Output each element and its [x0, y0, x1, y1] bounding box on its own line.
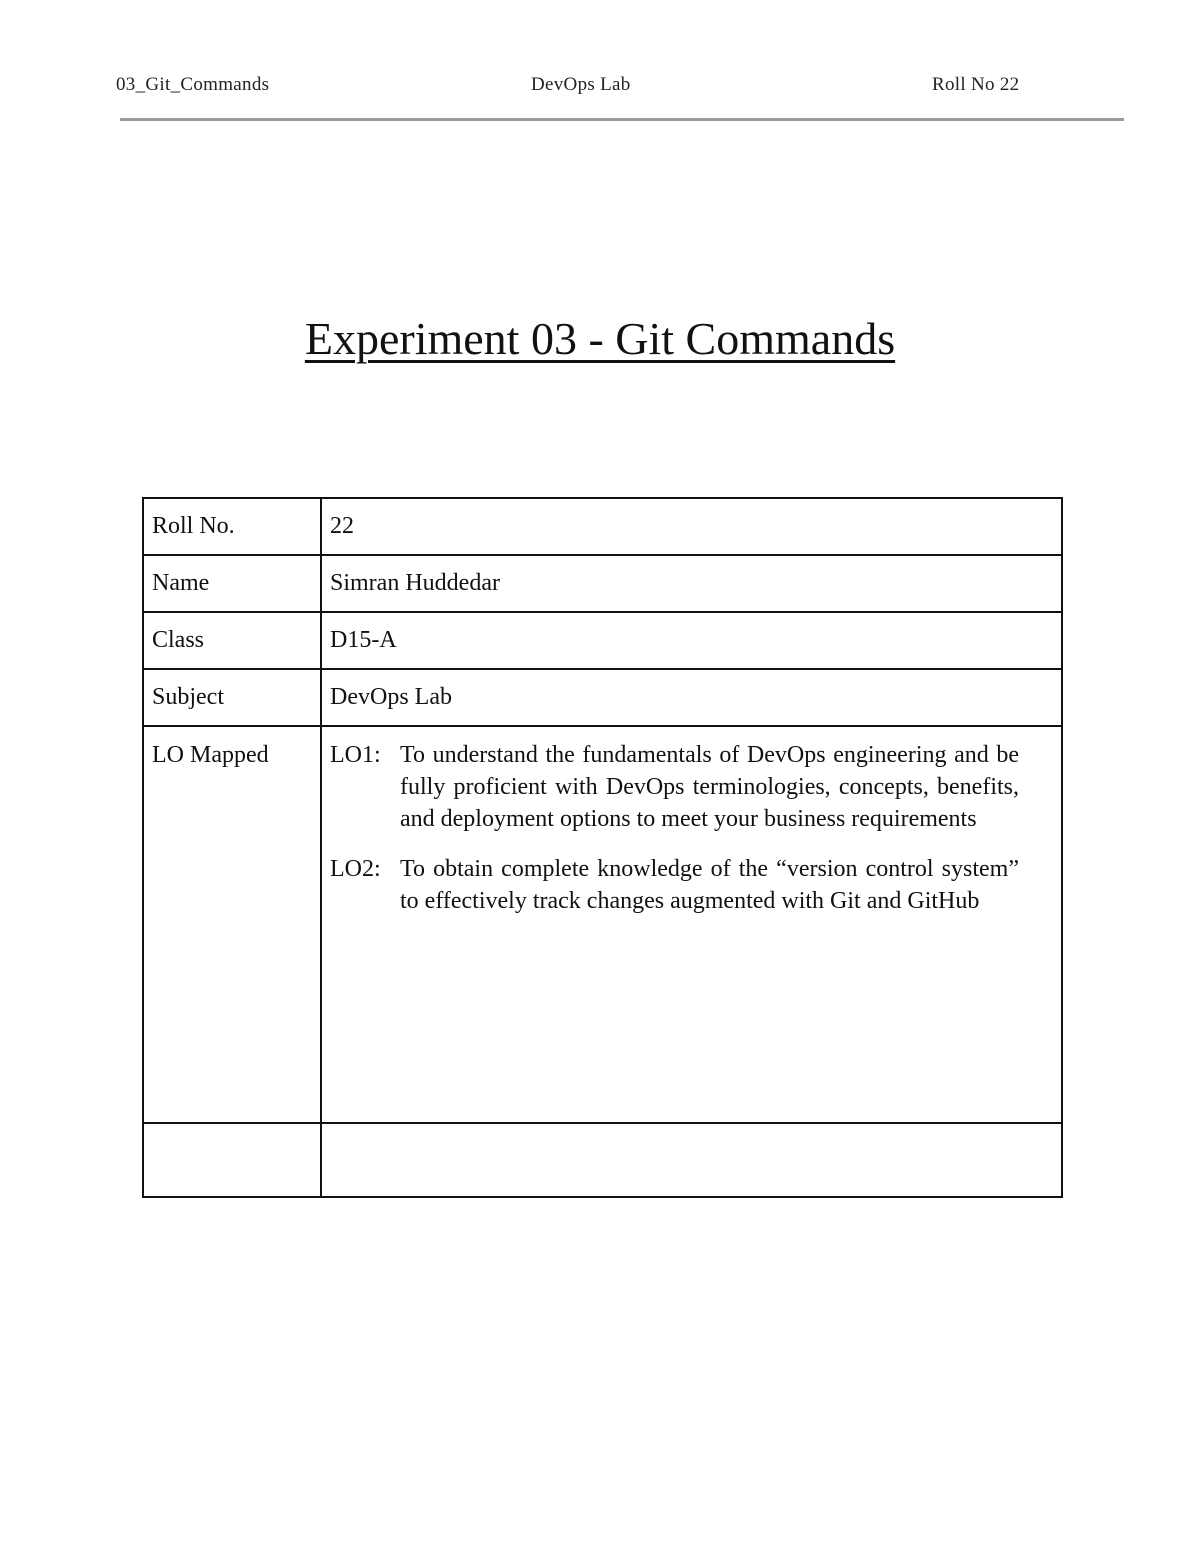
- lo2-text: To obtain complete knowledge of the “version control system” to effectively track changes augmented with Git and GitHub: [400, 856, 1019, 914]
- empty-cell-left: [143, 1123, 321, 1197]
- table-row-name: [143, 555, 1062, 612]
- subject-value: DevOps Lab: [321, 669, 1062, 726]
- header-divider: [120, 118, 1124, 121]
- roll-no-label: Roll No.: [143, 498, 321, 555]
- name-value: Simran Huddedar: [321, 555, 1062, 612]
- lo2-code: LO2:: [330, 856, 381, 882]
- lo1-text: To understand the fundamentals of DevOps engineering and be fully proficient with DevOps terminologies, concepts, benefits, and deployment options to meet your business requirements: [400, 742, 1019, 832]
- table-row-subject: [143, 669, 1062, 726]
- class-label: Class: [143, 612, 321, 669]
- roll-no-value: 22: [321, 498, 1062, 555]
- lo1-code: LO1:: [330, 742, 381, 768]
- empty-cell-right: [321, 1123, 1062, 1197]
- name-label: Name: [143, 555, 321, 612]
- lo-mapped-label: LO Mapped: [143, 726, 321, 1123]
- header-roll-no: Roll No 22: [932, 74, 1020, 95]
- class-value: D15-A: [321, 612, 1062, 669]
- table-row-class: [143, 612, 1062, 669]
- header-subject: DevOps Lab: [531, 74, 631, 95]
- subject-label: Subject: [143, 669, 321, 726]
- table-row-lo-mapped: [143, 726, 1062, 1123]
- table-row-empty: [143, 1123, 1062, 1197]
- learning-outcome-2: [330, 853, 1019, 917]
- info-table: [142, 497, 1063, 1198]
- lo-mapped-value: [321, 726, 1062, 1123]
- page-title: Experiment 03 - Git Commands: [304, 313, 896, 364]
- learning-outcome-1: [330, 739, 1019, 835]
- header-doc-name: 03_Git_Commands: [116, 74, 270, 95]
- table-row-roll-no: [143, 498, 1062, 555]
